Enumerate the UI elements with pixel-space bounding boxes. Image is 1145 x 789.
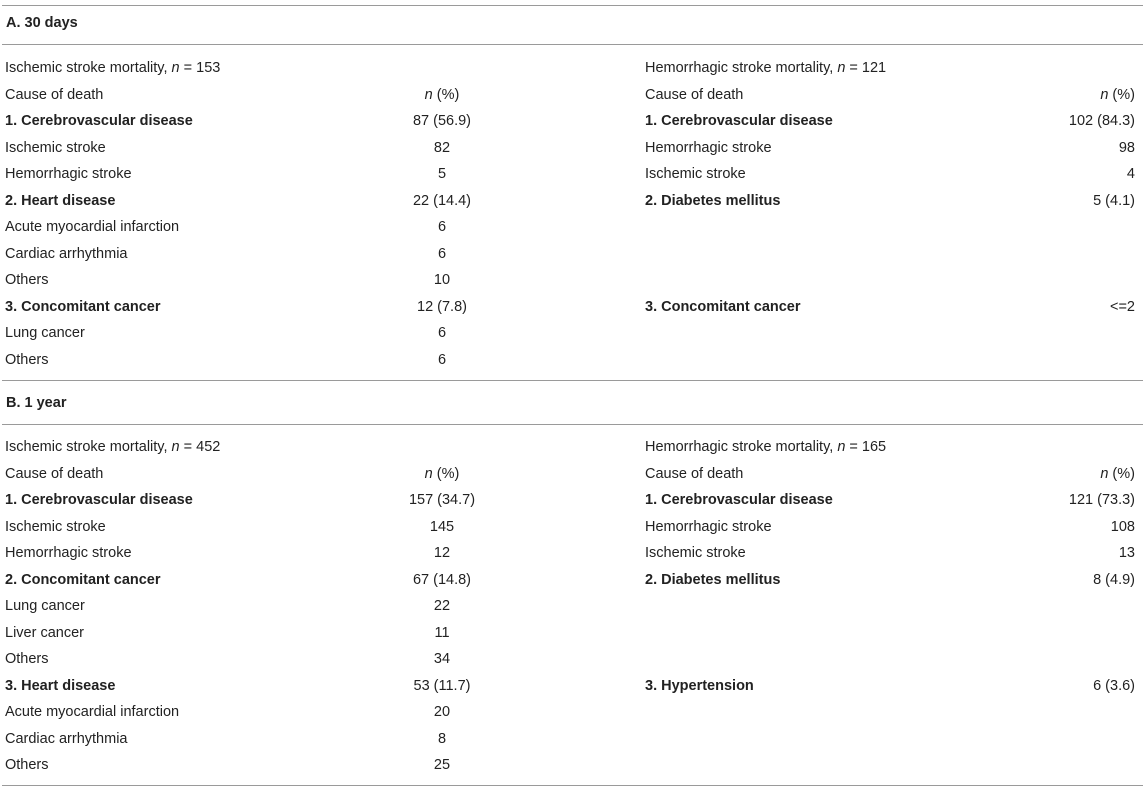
table-row bbox=[2, 135, 1143, 161]
left-cause-value: 82 bbox=[433, 139, 451, 156]
group-header-count: = 121 bbox=[845, 60, 887, 76]
right-column-header-cause: Cause of death bbox=[645, 86, 744, 103]
left-cause-label: Liver cancer bbox=[5, 624, 84, 641]
section-title-30-days: A. 30 days bbox=[6, 15, 78, 31]
table-row bbox=[2, 699, 1143, 725]
table-row bbox=[2, 214, 1143, 240]
left-cause-value: 6 bbox=[437, 351, 447, 368]
group-header-count: = 452 bbox=[179, 439, 221, 455]
table-row bbox=[2, 514, 1143, 540]
table-row bbox=[2, 241, 1143, 267]
right-cause-label: 1. Cerebrovascular disease bbox=[645, 113, 833, 129]
left-cause-label: Others bbox=[5, 351, 49, 368]
column-header-n: n bbox=[1100, 86, 1109, 103]
group-header-row bbox=[2, 55, 1143, 81]
group-header-text: Ischemic stroke mortality, bbox=[5, 60, 172, 76]
rule-bottom bbox=[2, 785, 1143, 786]
table-row bbox=[2, 646, 1143, 672]
left-cause-value: 6 bbox=[437, 325, 447, 341]
right-cause-value: 121 (73.3) bbox=[1068, 492, 1135, 508]
left-cause-label: Cardiac arrhythmia bbox=[5, 730, 128, 747]
right-cause-value: 98 bbox=[1118, 139, 1135, 156]
left-cause-label: 3. Heart disease bbox=[5, 677, 116, 694]
group-header-text: Hemorrhagic stroke mortality, bbox=[645, 439, 838, 455]
right-cause-label: 2. Diabetes mellitus bbox=[645, 192, 781, 209]
right-cause-value: <=2 bbox=[1110, 298, 1135, 315]
left-cause-value: 22 bbox=[433, 598, 451, 614]
right-cause-label: Hemorrhagic stroke bbox=[645, 139, 772, 156]
table-row bbox=[2, 567, 1143, 593]
column-header-pct: (%) bbox=[432, 86, 460, 103]
left-cause-label: Others bbox=[5, 757, 49, 773]
left-cause-value: 25 bbox=[433, 757, 451, 773]
table-row bbox=[2, 267, 1143, 293]
table-row bbox=[2, 620, 1143, 646]
left-cause-value: 145 bbox=[429, 518, 455, 535]
left-cause-value: 157 (34.7) bbox=[408, 492, 476, 508]
group-header-n: n bbox=[837, 60, 846, 76]
left-cause-value: 10 bbox=[433, 272, 451, 288]
left-column-header-cause: Cause of death bbox=[5, 465, 104, 482]
left-cause-value: 6 bbox=[437, 245, 447, 262]
left-column-header-value bbox=[332, 82, 552, 108]
table-row bbox=[2, 726, 1143, 752]
table-row bbox=[2, 294, 1143, 320]
rule-top bbox=[2, 5, 1143, 6]
right-cause-label: 3. Hypertension bbox=[645, 677, 754, 694]
rule-section-a bbox=[2, 44, 1143, 45]
right-cause-label: Ischemic stroke bbox=[645, 545, 746, 561]
right-group-header bbox=[645, 55, 886, 81]
left-cause-label: Hemorrhagic stroke bbox=[5, 545, 132, 561]
left-cause-label: Acute myocardial infarction bbox=[5, 219, 180, 235]
column-header-row bbox=[2, 82, 1143, 108]
column-header-pct: (%) bbox=[1108, 86, 1135, 103]
right-cause-value: 13 bbox=[1118, 545, 1135, 561]
group-header-n: n bbox=[837, 439, 846, 455]
group-header-n: n bbox=[171, 60, 180, 76]
right-cause-label: Ischemic stroke bbox=[645, 166, 746, 182]
rule-between-sections bbox=[2, 380, 1143, 381]
left-cause-value: 22 (14.4) bbox=[412, 192, 472, 209]
column-header-row bbox=[2, 461, 1143, 487]
group-header-n: n bbox=[171, 439, 180, 455]
table-row bbox=[2, 161, 1143, 187]
table-row bbox=[2, 320, 1143, 346]
table-row bbox=[2, 752, 1143, 778]
left-cause-label: Ischemic stroke bbox=[5, 139, 106, 156]
table-row bbox=[2, 593, 1143, 619]
left-cause-label: Cardiac arrhythmia bbox=[5, 245, 128, 262]
left-cause-value: 12 (7.8) bbox=[417, 298, 467, 315]
left-column-header-value bbox=[332, 461, 552, 487]
column-header-n: n bbox=[424, 465, 433, 482]
column-header-pct: (%) bbox=[1108, 465, 1135, 482]
left-cause-label: 3. Concomitant cancer bbox=[5, 298, 161, 315]
right-column-header-value bbox=[1100, 461, 1135, 487]
right-cause-label: Hemorrhagic stroke bbox=[645, 518, 772, 535]
table-row bbox=[2, 108, 1143, 134]
left-cause-value: 53 (11.7) bbox=[413, 677, 471, 694]
left-cause-value: 8 bbox=[437, 730, 447, 747]
table-row bbox=[2, 487, 1143, 513]
right-group-header bbox=[645, 434, 886, 460]
right-column-header-value bbox=[1100, 82, 1135, 108]
left-cause-label: 1. Cerebrovascular disease bbox=[5, 492, 193, 508]
group-header-text: Hemorrhagic stroke mortality, bbox=[645, 60, 838, 76]
right-cause-label: 3. Concomitant cancer bbox=[645, 298, 801, 315]
left-column-header-cause: Cause of death bbox=[5, 86, 104, 103]
left-cause-value: 5 bbox=[437, 166, 447, 182]
left-cause-label: 2. Heart disease bbox=[5, 192, 116, 209]
left-cause-value: 67 (14.8) bbox=[412, 571, 472, 588]
right-cause-value: 108 bbox=[1110, 518, 1135, 535]
group-header-count: = 165 bbox=[845, 439, 887, 455]
left-cause-value: 20 bbox=[433, 704, 451, 720]
left-cause-label: Ischemic stroke bbox=[5, 518, 106, 535]
left-cause-label: Hemorrhagic stroke bbox=[5, 166, 132, 182]
left-cause-label: Others bbox=[5, 651, 49, 667]
left-cause-label: Lung cancer bbox=[5, 325, 85, 341]
right-cause-value: 102 (84.3) bbox=[1068, 113, 1135, 129]
right-cause-value: 8 (4.9) bbox=[1093, 571, 1135, 588]
column-header-pct: (%) bbox=[432, 465, 460, 482]
left-group-header bbox=[5, 434, 220, 460]
left-cause-value: 11 bbox=[434, 624, 450, 641]
column-header-n: n bbox=[1100, 465, 1109, 482]
section-title-1-year: B. 1 year bbox=[6, 395, 67, 411]
right-cause-value: 4 bbox=[1126, 166, 1135, 182]
column-header-n: n bbox=[424, 86, 433, 103]
group-header-count: = 153 bbox=[179, 60, 221, 76]
right-cause-label: 1. Cerebrovascular disease bbox=[645, 492, 833, 508]
left-cause-label: Others bbox=[5, 272, 49, 288]
left-cause-value: 6 bbox=[437, 219, 447, 235]
rule-section-b bbox=[2, 424, 1143, 425]
left-cause-value: 87 (56.9) bbox=[412, 113, 472, 129]
left-cause-label: Lung cancer bbox=[5, 598, 85, 614]
right-column-header-cause: Cause of death bbox=[645, 465, 744, 482]
table-row bbox=[2, 673, 1143, 699]
group-header-text: Ischemic stroke mortality, bbox=[5, 439, 172, 455]
left-cause-value: 34 bbox=[433, 651, 451, 667]
table-row bbox=[2, 188, 1143, 214]
left-cause-label: 1. Cerebrovascular disease bbox=[5, 113, 193, 129]
right-cause-value: 6 (3.6) bbox=[1093, 677, 1135, 694]
group-header-row bbox=[2, 434, 1143, 460]
left-cause-label: 2. Concomitant cancer bbox=[5, 571, 161, 588]
left-cause-value: 12 bbox=[433, 545, 451, 561]
right-cause-label: 2. Diabetes mellitus bbox=[645, 571, 781, 588]
table-row bbox=[2, 540, 1143, 566]
table-row bbox=[2, 347, 1143, 373]
right-cause-value: 5 (4.1) bbox=[1093, 192, 1135, 209]
left-cause-label: Acute myocardial infarction bbox=[5, 704, 180, 720]
left-group-header bbox=[5, 55, 220, 81]
